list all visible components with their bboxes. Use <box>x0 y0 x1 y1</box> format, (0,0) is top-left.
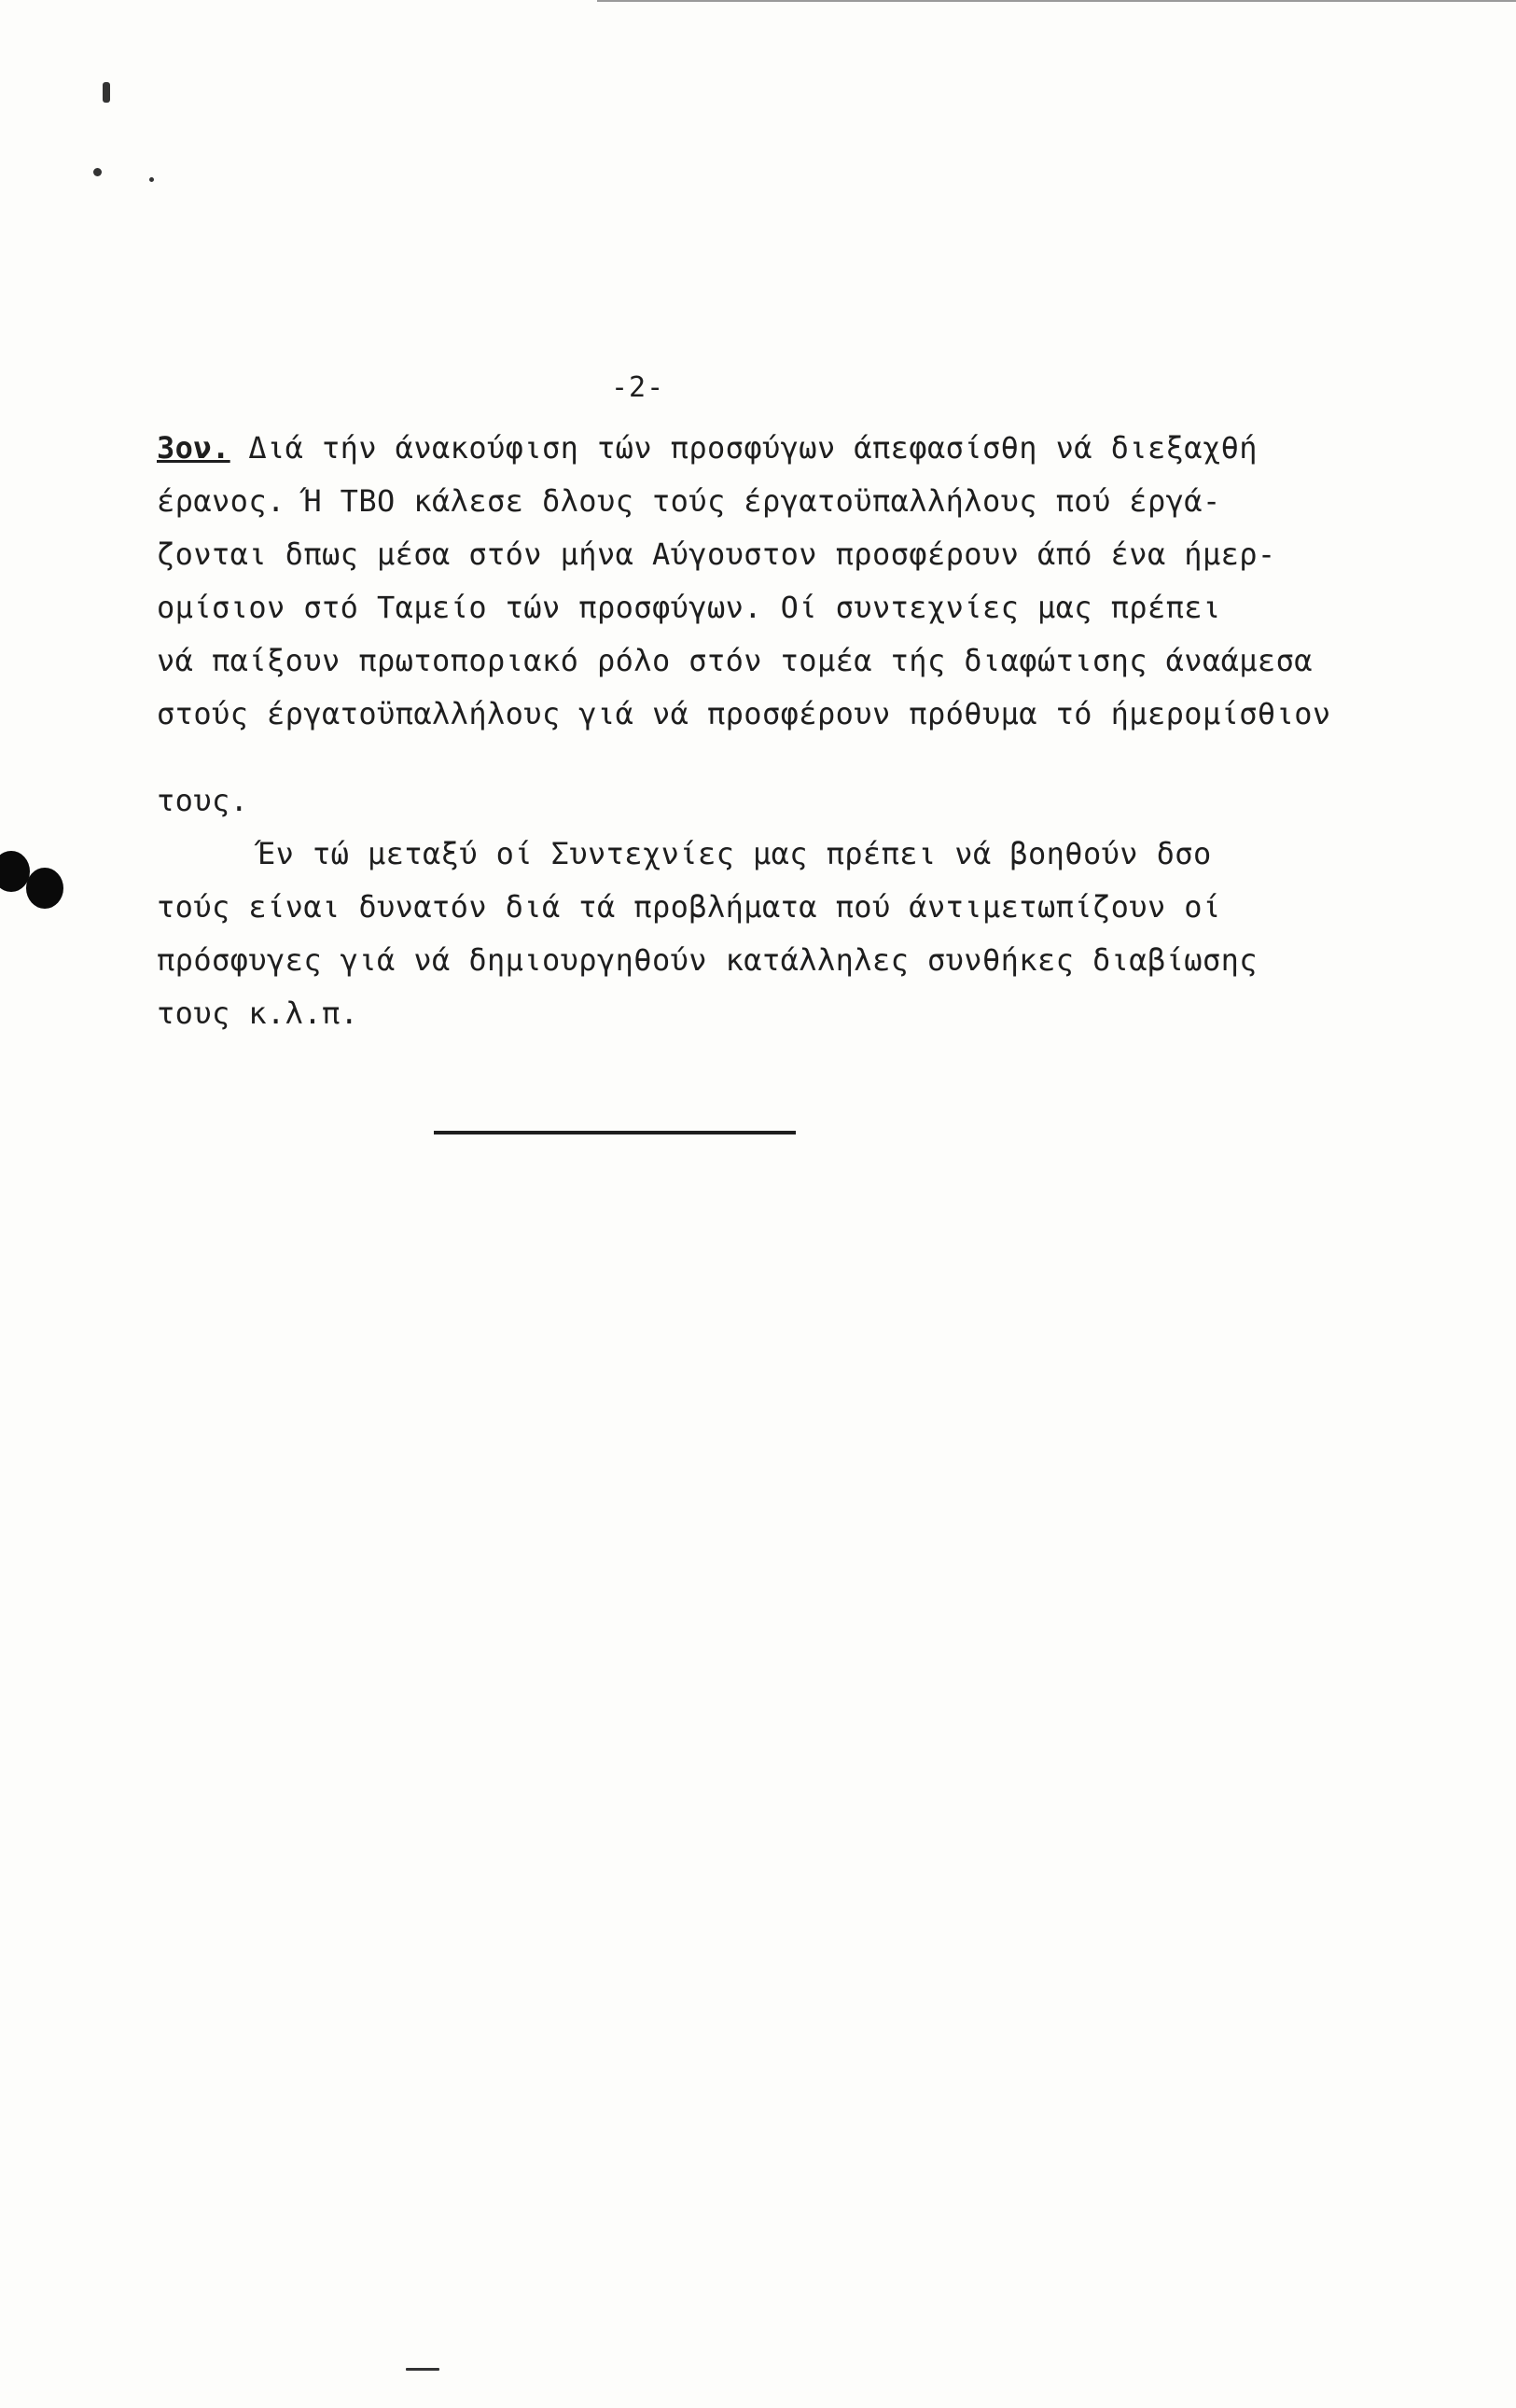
scan-speck <box>149 177 154 182</box>
paragraph-1-line: νά παίξουν πρωτοποριακό ρόλο στόν τομέα τής διαφώτισης άναάμεσα <box>157 643 1313 678</box>
section-label: 3ον. <box>157 430 230 466</box>
document-body <box>157 422 1370 1040</box>
paragraph-1-line: έρανος. Ή ΤΒΟ κάλεσε δλους τούς έργατοϋπαλλήλους πού έργά- <box>157 483 1221 519</box>
paragraph-1-line-text: Διά τήν άνακούφιση τών προσφύγων άπεφασίσθη νά διεξαχθή <box>248 430 1258 466</box>
paragraph-1-last-line: τους. <box>157 783 249 818</box>
closing-rule <box>434 1131 796 1134</box>
page-number: -2- <box>611 371 665 404</box>
scan-speck <box>103 82 110 103</box>
paragraph-1-line <box>157 422 1370 475</box>
paragraph-1-line: στούς έργατοϋπαλλήλους γιά νά προσφέρουν πρόθυμα τό ήμερομίσθιον <box>157 696 1331 731</box>
scan-speck <box>406 2368 439 2371</box>
scan-speck <box>93 168 102 176</box>
punch-hole <box>26 868 63 909</box>
paragraph-2-line: τούς είναι δυνατόν διά τά προβλήματα πού άντιμετωπίζουν οί <box>157 889 1221 925</box>
paragraph-1-line: ομίσιον στό Ταμείο τών προσφύγων. Οί συντεχνίες μας πρέπει <box>157 590 1221 625</box>
paragraph-1-line: ζονται δπως μέσα στόν μήνα Αύγουστον προσφέρουν άπό ένα ήμερ- <box>157 536 1276 572</box>
line-gap <box>157 741 1370 774</box>
paragraph-2-line: τους κ.λ.π. <box>157 995 359 1031</box>
paragraph-2-line: Έν τώ μεταξύ οί Συντεχνίες μας πρέπει νά βοηθούν δσο <box>257 836 1212 871</box>
paragraph-2-line: πρόσφυγες γιά νά δημιουργηθούν κατάλληλες συνθήκες διαβίωσης <box>157 942 1258 978</box>
scan-edge-line <box>597 0 1516 2</box>
